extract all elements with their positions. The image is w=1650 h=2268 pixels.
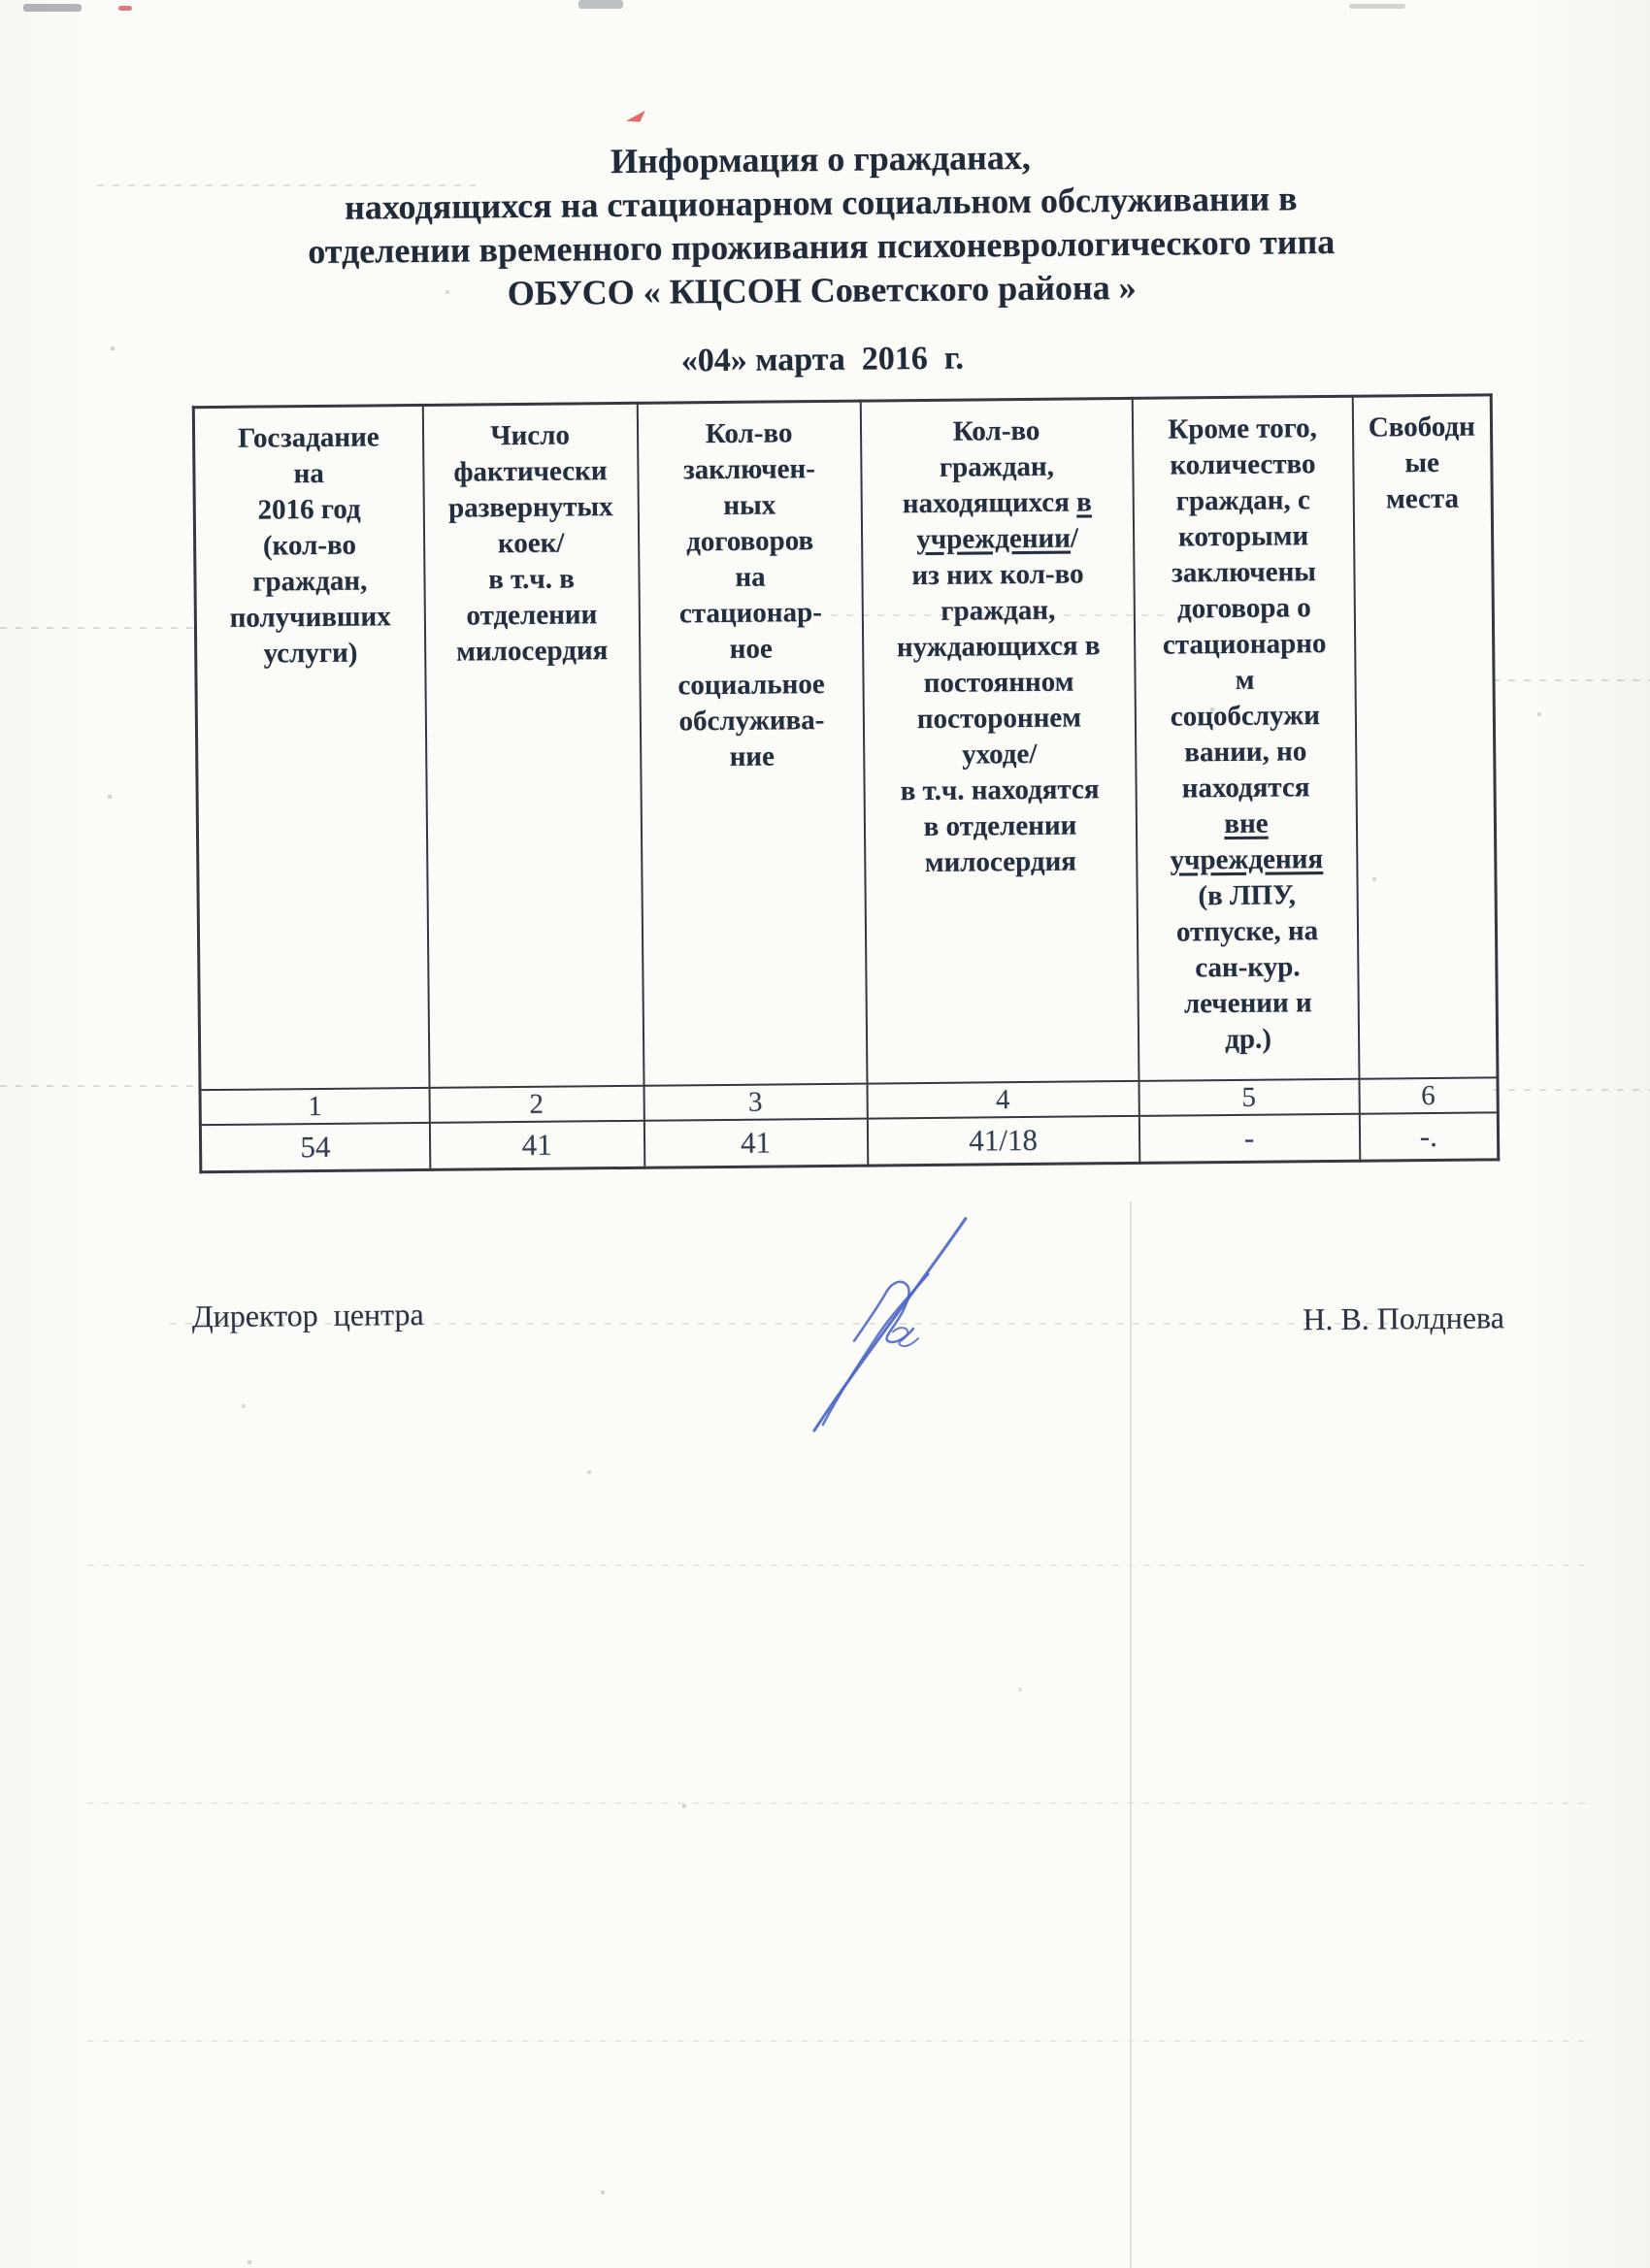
- column-header-free-places: Свободн ые места: [1352, 395, 1498, 1079]
- signature-stroke: [821, 1274, 929, 1425]
- value-cell: 41/18: [867, 1116, 1138, 1166]
- column-number: 2: [429, 1086, 644, 1123]
- column-header-contracts: Кол-во заключен- ных договоров на стационар- ное социальное обслужива- ние: [637, 401, 867, 1086]
- column-header-gos-zadanie: Госзадание на 2016 год (кол-во граждан, получивших услуги): [193, 405, 429, 1090]
- value-cell: 41: [644, 1119, 867, 1168]
- column-number: 3: [644, 1084, 867, 1121]
- value-cell: 41: [429, 1121, 644, 1170]
- title-line: ОБУСО « КЦСОН Советского района »: [507, 267, 1137, 313]
- column-number: 1: [200, 1088, 429, 1125]
- director-label: Директор центра: [191, 1296, 424, 1334]
- value-cell: -: [1138, 1114, 1359, 1164]
- signature-stroke: [893, 1328, 918, 1346]
- report-date: «04» марта 2016 г.: [680, 340, 965, 379]
- column-number: 4: [867, 1081, 1138, 1119]
- title-line: находящихся на стационарном социальном обслуживании в: [344, 179, 1298, 227]
- signature-stroke: [812, 1219, 968, 1431]
- column-header-citizens-in-facility: Кол-во граждан, находящихся в учреждении/ из них кол-во граждан, нуждающихся в постоянном постороннем уходе/ в т.ч. находятся в отделении милосердия: [860, 398, 1138, 1083]
- table-header-row: [193, 395, 1498, 1090]
- column-header-beds: Число фактически развернутых коек/ в т.ч. в отделении милосердия: [422, 403, 644, 1088]
- document-title: [136, 131, 1506, 319]
- value-cell: -.: [1359, 1112, 1498, 1161]
- column-number: 6: [1359, 1077, 1498, 1113]
- title-line: отделении временного проживания психоневрологического типа: [308, 221, 1336, 272]
- red-pen-triangle-mark: [626, 111, 645, 122]
- column-header-citizens-outside: Кроме того, количество граждан, с которыми заключены договора о стационарно м соцобслужи вании, но находятся вне учреждения (в ЛПУ, отпуске, на сан-кур. лечении и др.): [1132, 396, 1359, 1081]
- title-line: Информация о гражданах,: [610, 137, 1031, 181]
- column-number: 5: [1138, 1079, 1359, 1116]
- director-name: Н. В. Полднева: [1303, 1299, 1505, 1337]
- value-cell: 54: [200, 1123, 429, 1172]
- signature: [777, 1192, 1033, 1456]
- report-table: [192, 393, 1501, 1173]
- scan-specks: [0, 0, 2, 2]
